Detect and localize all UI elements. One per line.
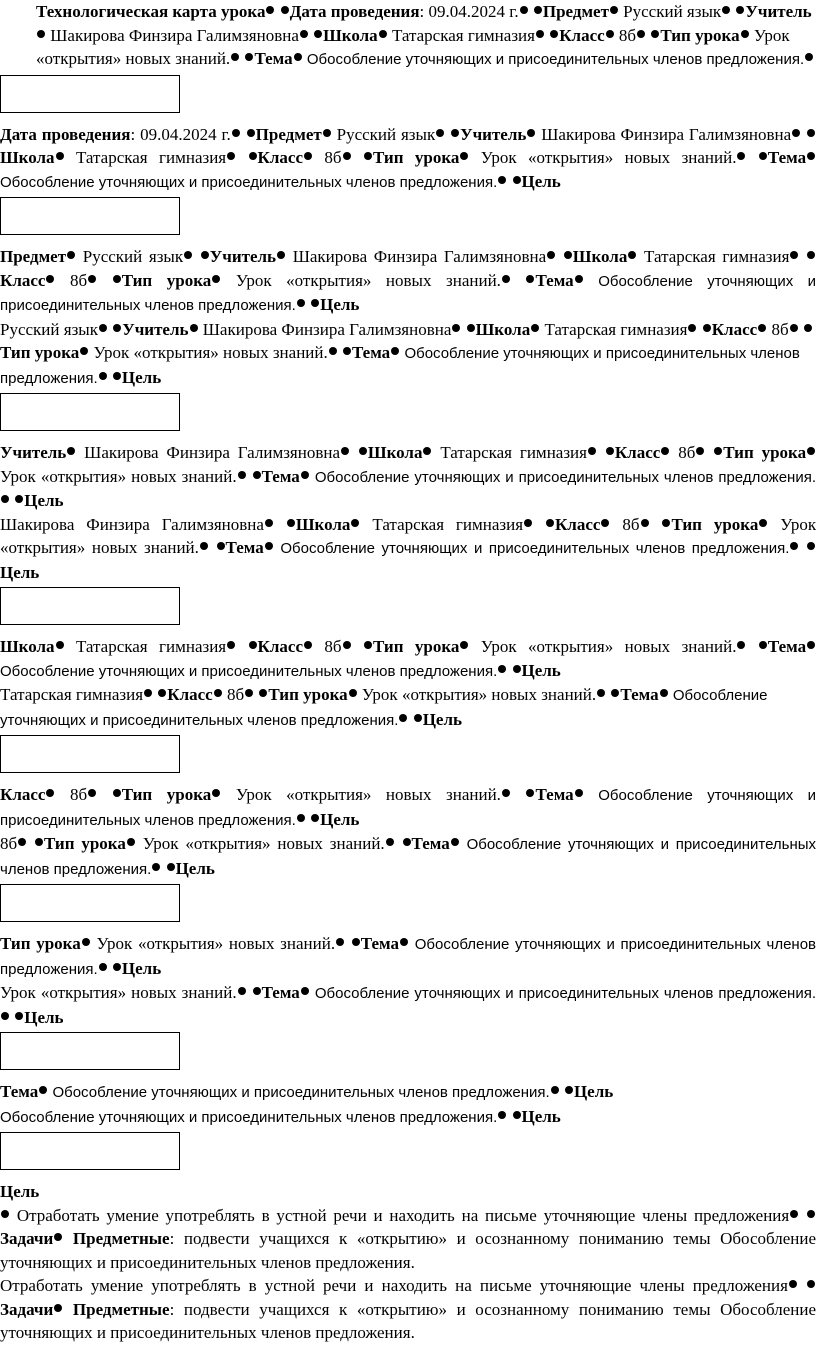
lesson-type-value: Урок «открытия» новых знаний. [93, 343, 328, 362]
topic-label: Тема [411, 834, 450, 853]
paragraph-lesson-type [0, 932, 816, 981]
topic-value: Обособление уточняющих и присоединительных членов предложения. [0, 662, 498, 680]
class-label: Класс [614, 443, 661, 462]
subject-value: Русский язык [336, 124, 436, 144]
subject-label: Предмет [255, 124, 322, 144]
topic-label: Тема [767, 148, 807, 167]
topic-label: Тема [0, 1082, 39, 1101]
school-value: Татарская гимназия [0, 685, 144, 704]
title-label: Технологическая карта урока [36, 2, 266, 21]
goal-label: Цель [121, 367, 162, 387]
school-label: Школа [475, 319, 531, 339]
teacher-label: Учитель [122, 319, 189, 339]
lesson-type-value: Урок «открытия» новых знаний. [0, 466, 237, 486]
subject-label: Предмет [542, 2, 609, 21]
table-cell-empty [0, 1132, 180, 1170]
goal-label: Цель [121, 958, 162, 978]
goal-label: Цель [320, 809, 360, 829]
lesson-type-value: Урок «открытия» новых знаний. [0, 983, 237, 1002]
class-value: 8б [226, 685, 245, 704]
teacher-label: Учитель [745, 2, 812, 21]
paragraph-school-value [0, 683, 816, 732]
school-label: Школа [367, 443, 423, 462]
school-value: Татарская гимназия [544, 319, 688, 339]
class-label: Класс [257, 637, 304, 656]
teacher-label: Учитель [209, 247, 277, 266]
lesson-type-value: Урок «открытия» новых знаний. [480, 148, 737, 167]
teacher-value: Шакирова Финзира Галимзяновна [50, 25, 299, 45]
topic-label: Тема [261, 466, 300, 486]
subject-tasks-value: подвести учащихся к «открытию» и осознанному пониманию темы Обособление уточняющих и присоединительных членов предложения. [0, 1299, 816, 1342]
class-label: Класс [257, 148, 304, 167]
lesson-type-value: Урок «открытия» новых знаний. [480, 637, 737, 656]
paragraph-date: Дата проведения: 09.04.2024 г. Предмет Русский язык Учитель Шакирова Финзира Галимзяновна Школа Татарская гимназия Класс 8б Тип урока Урок «открытия» новых знаний. Тема Обособление уточняющих и присоединительных членов предложения. Цель [0, 123, 816, 195]
school-value: Татарская гимназия [391, 25, 535, 45]
paragraph-topic [0, 1080, 816, 1105]
paragraph-class-value [0, 832, 816, 881]
date-value: 09.04.2024 г. [140, 124, 231, 144]
topic-value: Обособление уточняющих и присоединительных членов предложения. [52, 1084, 550, 1101]
lesson-type-label: Тип урока [0, 934, 81, 953]
topic-value: Обособление уточняющих и присоединительных членов предложения. [0, 272, 816, 314]
topic-value: Обособление уточняющих и присоединительных членов предложения. [0, 936, 816, 978]
date-value: 09.04.2024 г. [428, 2, 519, 21]
goal-value: Отработать умение употреблять в устной речи и находить на письме уточняющие члены предложения [16, 1205, 790, 1225]
lesson-type-label: Тип урока [372, 148, 460, 167]
lesson-type-value: Урок «открытия» новых знаний. [361, 685, 597, 704]
class-value: 8б [678, 443, 696, 462]
goal-label: Цель [521, 171, 561, 191]
topic-value: Обособление уточняющих и присоединительных членов предложения. [0, 687, 768, 729]
lesson-type-value: Урок «открытия» новых знаний. [142, 834, 385, 853]
teacher-value: Шакирова Финзира Галимзяновна [0, 514, 264, 534]
lesson-type-value: Урок «открытия» новых знаний. [0, 514, 816, 557]
topic-label: Тема [620, 685, 659, 704]
subject-label: Предмет [0, 247, 67, 266]
subject-tasks-label: Предметные [72, 1299, 170, 1319]
class-value: 8б [0, 834, 18, 853]
goal-label: Цель [320, 295, 360, 314]
class-label: Класс [559, 25, 605, 45]
date-label: Дата проведения [289, 2, 420, 21]
class-value: 8б [324, 637, 342, 656]
paragraph-subject-value [0, 318, 816, 391]
tasks-label: Задачи [0, 1229, 54, 1248]
table-cell-empty [0, 587, 180, 625]
lesson-type-label: Тип урока [660, 25, 740, 45]
goal-label: Цель [24, 491, 64, 510]
subject-tasks-value: подвести учащихся к «открытию» и осознанному пониманию темы Обособление уточняющих и присоединительных членов предложения. [0, 1229, 816, 1272]
school-value: Татарская гимназия [75, 637, 227, 656]
paragraph-goal-repeat: Отработать умение употреблять в устной речи и находить на письме уточняющие члены предложения Задачи Предметные: подвести учащихся к «открытию» и осознанному пониманию темы Обособление уточняющих и присоединительных членов предложения. [0, 1276, 816, 1342]
topic-value: Обособление уточняющих и присоединительных членов предложения. [0, 345, 800, 387]
school-value: Татарская гимназия [372, 514, 524, 534]
topic-label: Тема [351, 343, 391, 362]
topic-value: Обособление уточняющих и присоединительных членов предложения. [0, 836, 816, 878]
class-label: Класс [0, 785, 46, 804]
class-label: Класс [167, 685, 213, 704]
lesson-type-label: Тип урока [121, 785, 212, 804]
goal-label: Цель [573, 1082, 614, 1101]
class-value: 8б [622, 514, 640, 534]
subject-value: Русский язык [82, 247, 184, 266]
goal-label: Цель [521, 1106, 561, 1126]
lesson-type-label: Тип урока [121, 270, 212, 290]
lesson-type-value: Урок «открытия» новых знаний. [96, 934, 336, 953]
topic-value: Обособление уточняющих и присоединительных членов предложения. [306, 51, 805, 68]
school-value: Татарская гимназия [75, 148, 227, 167]
lesson-type-label: Тип урока [671, 514, 759, 534]
paragraph-topic-value [0, 1105, 816, 1130]
paragraph-class [0, 783, 816, 832]
table-cell-empty [0, 735, 180, 773]
school-label: Школа [0, 148, 55, 167]
table-cell-empty [0, 884, 180, 922]
goal-label: Цель [0, 562, 40, 582]
date-label: Дата проведения [0, 124, 131, 144]
tasks-label: Задачи [0, 1299, 54, 1319]
table-cell-empty [0, 1032, 180, 1070]
class-value: 8б [70, 270, 88, 290]
paragraph-goal: Отработать умение употреблять в устной речи и находить на письме уточняющие члены предложения Задачи Предметные: подвести учащихся к «открытию» и осознанному пониманию темы Обособление уточняющих и присоединительных членов предложения. [0, 1205, 816, 1272]
topic-value: Обособление уточняющих и присоединительных членов предложения. [0, 173, 498, 191]
topic-value: Обособление уточняющих и присоединительных членов предложения. [0, 1108, 498, 1126]
lesson-type-label: Тип урока [0, 343, 80, 362]
class-value: 8б [771, 319, 789, 339]
teacher-value: Шакирова Финзира Галимзяновна [541, 124, 792, 144]
teacher-label: Учитель [460, 124, 527, 144]
topic-label: Тема [360, 934, 399, 953]
lesson-type-value: Урок «открытия» новых знаний. [235, 785, 501, 804]
table-cell-empty [0, 197, 180, 235]
paragraph-lesson-type-value [0, 981, 816, 1029]
school-label: Школа [295, 514, 351, 534]
class-value: 8б [618, 25, 637, 45]
school-label: Школа [572, 247, 628, 266]
goal-value: Отработать умение употреблять в устной речи и находить на письме уточняющие члены предложения [0, 1276, 788, 1295]
paragraph-subject [0, 245, 816, 318]
topic-value: Обособление уточняющих и присоединительных членов предложения. [280, 540, 790, 557]
goal-label: Цель [24, 1007, 64, 1027]
goal-label: Цель [422, 709, 462, 729]
topic-label: Тема [535, 785, 574, 804]
paragraph-title: Технологическая карта урока Дата проведения: 09.04.2024 г. Предмет Русский язык Учитель Шакирова Финзира Галимзяновна Школа Татарская гимназия Класс 8б Тип урока Урок «открытия» новых знаний. Тема Обособление уточняющих и присоединительных членов предложения. [36, 2, 812, 68]
goal-heading: Цель [0, 1182, 40, 1201]
class-value: 8б [324, 148, 342, 167]
topic-label: Тема [261, 983, 300, 1002]
school-value: Татарская гимназия [644, 247, 790, 266]
class-label: Класс [554, 514, 601, 534]
class-value: 8б [70, 785, 88, 804]
lesson-type-value: Урок «открытия» новых знаний. [36, 25, 790, 68]
paragraph-school [0, 635, 816, 683]
class-label: Класс [0, 270, 46, 290]
subject-value: Русский язык [0, 319, 98, 339]
table-cell-empty [0, 393, 180, 431]
goal-label: Цель [521, 660, 561, 680]
school-label: Школа [0, 637, 55, 656]
topic-label: Тема [535, 270, 574, 290]
paragraph-teacher-value [0, 513, 816, 585]
topic-label: Тема [767, 637, 807, 656]
lesson-type-label: Тип урока [723, 443, 807, 462]
teacher-value: Шакирова Финзира Галимзяновна [292, 247, 547, 266]
class-label: Класс [711, 319, 758, 339]
teacher-label: Учитель [0, 443, 67, 462]
paragraph-teacher [0, 441, 816, 513]
lesson-type-label: Тип урока [268, 685, 348, 704]
subject-value: Русский язык [623, 2, 722, 21]
topic-label: Тема [254, 49, 293, 68]
teacher-value: Шакирова Финзира Галимзяновна [202, 319, 452, 339]
topic-value: Обособление уточняющих и присоединительных членов предложения. [314, 468, 816, 486]
lesson-type-label: Тип урока [372, 637, 460, 656]
school-value: Татарская гимназия [440, 443, 587, 462]
teacher-value: Шакирова Финзира Галимзяновна [84, 443, 341, 462]
table-cell-empty [0, 75, 180, 113]
subject-tasks-label: Предметные [72, 1229, 170, 1248]
lesson-type-value: Урок «открытия» новых знаний. [235, 270, 501, 290]
topic-label: Тема [225, 538, 264, 557]
school-label: Школа [323, 25, 378, 45]
goal-label: Цель [175, 858, 215, 878]
topic-value: Обособление уточняющих и присоединительных членов предложения. [314, 985, 816, 1002]
lesson-type-label: Тип урока [44, 834, 126, 853]
topic-value: Обособление уточняющих и присоединительных членов предложения. [0, 787, 816, 829]
